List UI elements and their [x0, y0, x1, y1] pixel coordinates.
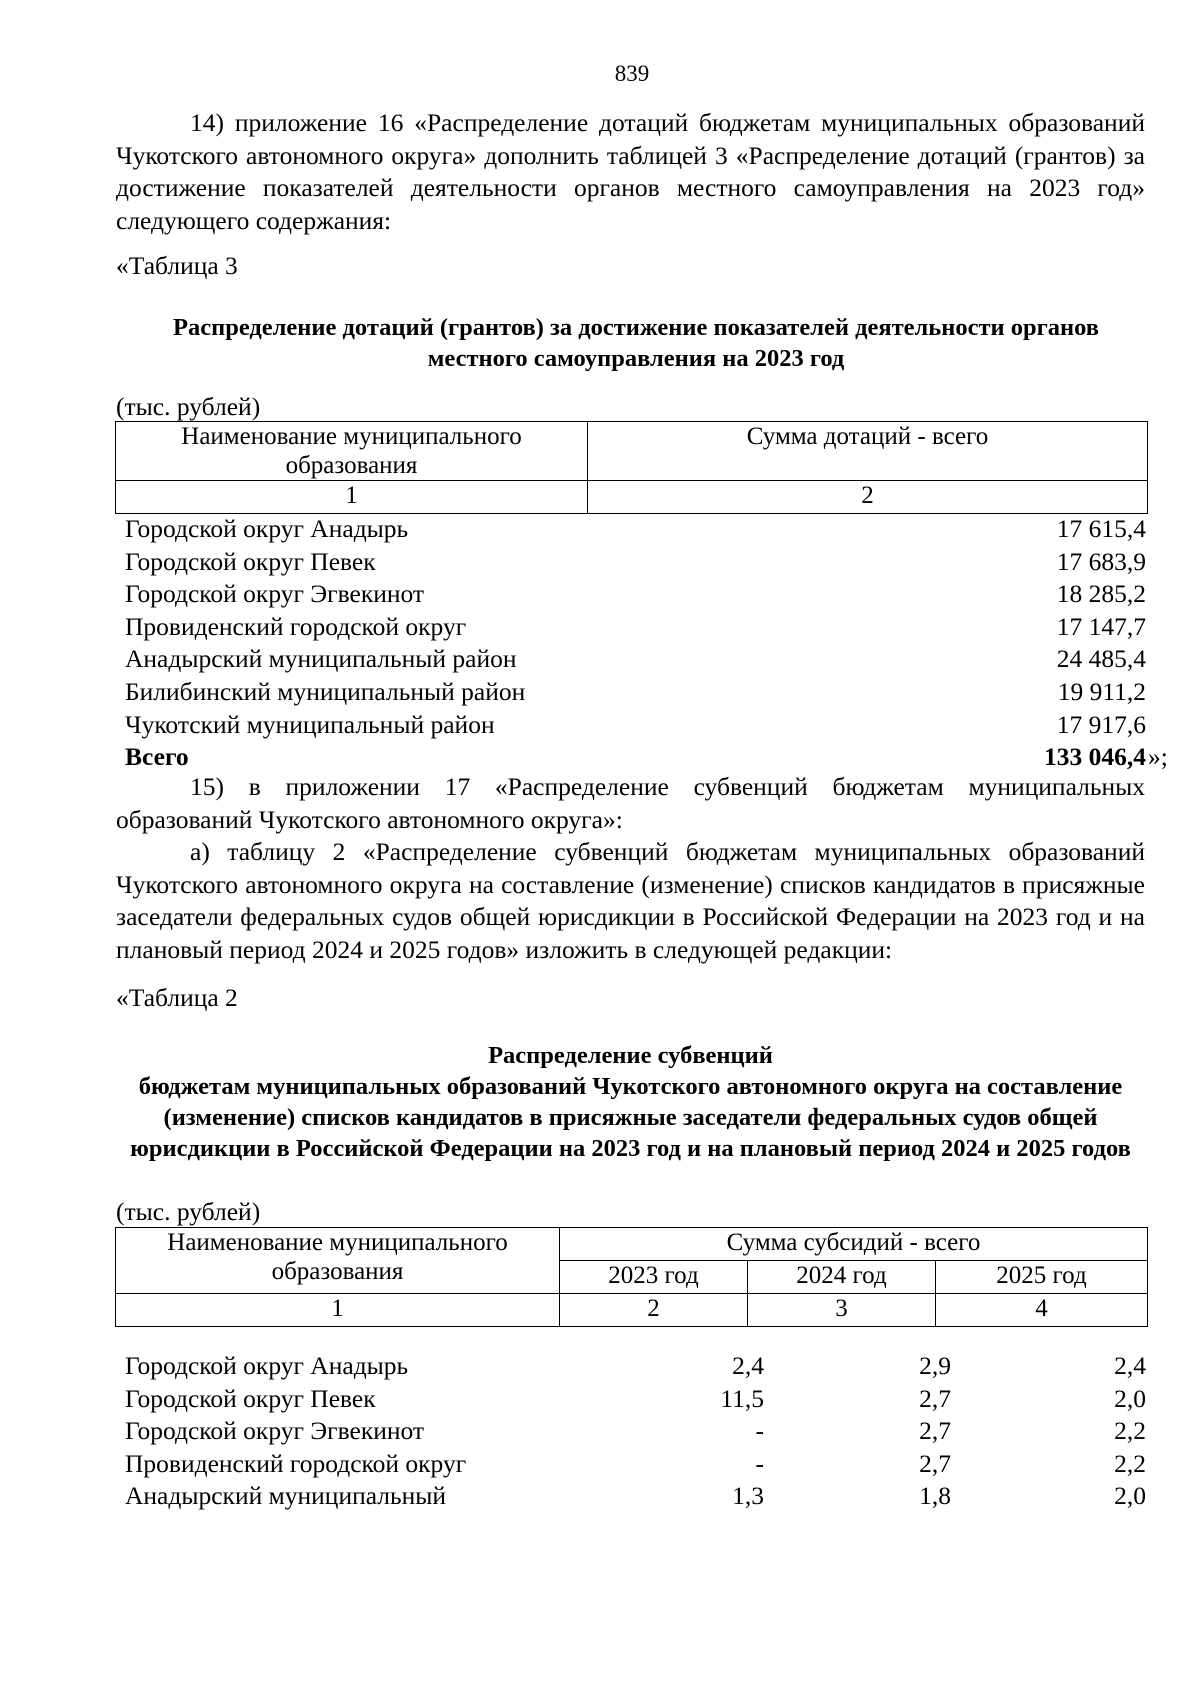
table-row — [116, 1415, 1146, 1448]
table3-header-name: Наименование муниципального образования — [116, 422, 588, 481]
total-sum: 133 046,4 — [1044, 742, 1146, 772]
table2-header-name: Наименование муниципального образования — [116, 1228, 560, 1294]
municipality-name: Анадырский муниципальный район — [125, 644, 517, 674]
page-number: 839 — [614, 61, 650, 86]
value-2024: 2,9 — [919, 1351, 951, 1380]
table-row — [116, 546, 1146, 579]
table2-body — [116, 1350, 1146, 1513]
table2-header-2023: 2023 год — [560, 1261, 748, 1294]
table2-title-line1: Распределение субвенций — [488, 1042, 773, 1069]
table-row — [116, 611, 1146, 644]
table-row — [116, 676, 1146, 709]
table3-label: «Таблица 3 — [116, 251, 238, 280]
total-label: Всего — [125, 742, 189, 772]
municipality-name: Провиденский городской округ — [125, 1448, 467, 1478]
value-2023: 11,5 — [720, 1383, 764, 1413]
municipality-name: Билибинский муниципальный район — [125, 676, 526, 706]
table2-header-2025: 2025 год — [936, 1261, 1148, 1294]
value-2023: 1,3 — [732, 1481, 764, 1511]
table-row — [116, 1350, 1146, 1383]
table2-title — [116, 1040, 1145, 1164]
value-2024: 2,7 — [919, 1448, 951, 1478]
table3-header-num1: 1 — [116, 481, 588, 514]
municipality-name: Чукотский муниципальный район — [125, 709, 495, 739]
table-row — [116, 578, 1146, 611]
value-2024: 2,7 — [919, 1416, 951, 1446]
table2-header-group: Сумма субсидий - всего — [560, 1228, 1148, 1261]
table2-header-num2: 2 — [560, 1294, 748, 1327]
value-2024: 1,8 — [919, 1481, 951, 1511]
item-14-paragraph: 14) приложение 16 «Распределение дотаций бюджетам муниципальных образований Чукотского автономного округа» дополнить таблицей 3 «Распределение дотаций (грантов) за достижение показателей деятельности органов местного самоуправления на 2023 год» следующего содержания: — [116, 108, 1145, 235]
municipality-name: Городской округ Певек — [125, 546, 376, 576]
value-2023: - — [755, 1448, 764, 1478]
table3-header — [115, 421, 1148, 514]
value-2025: 2,0 — [1114, 1481, 1146, 1511]
grant-sum: 18 285,2 — [1056, 579, 1146, 609]
table3-title: Распределение дотаций (грантов) за достижение показателей деятельности органов местного самоуправления на 2023 год — [173, 314, 1099, 372]
grant-sum: 17 917,6 — [1056, 709, 1146, 739]
table-row — [116, 709, 1146, 742]
table2-label: «Таблица 2 — [116, 983, 238, 1012]
municipality-name: Городской округ Анадырь — [125, 1351, 409, 1380]
value-2023: - — [755, 1416, 764, 1446]
table2-header-num1: 1 — [116, 1294, 560, 1327]
municipality-name: Анадырский муниципальный — [125, 1481, 447, 1511]
table-row — [116, 513, 1146, 546]
table2-header-num4: 4 — [936, 1294, 1148, 1327]
table2-header-num3: 3 — [748, 1294, 936, 1327]
table-row — [116, 1448, 1146, 1481]
grant-sum: 24 485,4 — [1056, 644, 1146, 674]
table2-header-2024: 2024 год — [748, 1261, 936, 1294]
grant-sum: 17 147,7 — [1056, 611, 1146, 641]
municipality-name: Городской округ Анадырь — [125, 514, 409, 543]
table-row — [116, 1480, 1146, 1513]
table-row — [116, 1383, 1146, 1416]
table-total-row — [116, 741, 1146, 774]
grant-sum: 19 911,2 — [1057, 676, 1146, 706]
value-2023: 2,4 — [732, 1351, 764, 1380]
value-2025: 2,2 — [1114, 1448, 1146, 1478]
table3-body — [116, 513, 1146, 774]
municipality-name: Городской округ Певек — [125, 1383, 376, 1413]
value-2025: 2,2 — [1114, 1416, 1146, 1446]
table2-title-rest: бюджетам муниципальных образований Чукотского автономного округа на составление (изменение) списков кандидатов в присяжные заседатели федеральных судов общей юрисдикции в Российской Федерации на 2023 год и на плановый период 2024 и 2025 годов — [130, 1073, 1131, 1162]
table3-header-sum: Сумма дотаций - всего — [588, 422, 1148, 481]
municipality-name: Провиденский городской округ — [125, 611, 467, 641]
table3-header-num2: 2 — [588, 481, 1148, 514]
item-15a-paragraph: а) таблицу 2 «Распределение субвенций бюджетам муниципальных образований Чукотского автономного округа на составление (изменение) списков кандидатов в присяжные заседатели федеральных судов общей юрисдикции в Российской Федерации на 2023 год и на плановый период 2024 и 2025 годов» изложить в следующей редакции: — [116, 837, 1145, 964]
value-2025: 2,0 — [1114, 1383, 1146, 1413]
grant-sum: 17 683,9 — [1056, 546, 1146, 576]
value-2024: 2,7 — [919, 1383, 951, 1413]
value-2025: 2,4 — [1114, 1351, 1146, 1380]
item-15-paragraph: 15) в приложении 17 «Распределение субвенций бюджетам муниципальных образований Чукотского автономного округа»: — [116, 772, 1145, 834]
table3-unit: (тыс. рублей) — [116, 392, 261, 421]
grant-sum: 17 615,4 — [1056, 514, 1146, 543]
table2-unit: (тыс. рублей) — [116, 1197, 261, 1226]
table3-closing-quote: »; — [1148, 742, 1168, 771]
municipality-name: Городской округ Эгвекинот — [125, 579, 425, 609]
table2-header — [115, 1227, 1148, 1327]
table-row — [116, 643, 1146, 676]
municipality-name: Городской округ Эгвекинот — [125, 1416, 425, 1446]
